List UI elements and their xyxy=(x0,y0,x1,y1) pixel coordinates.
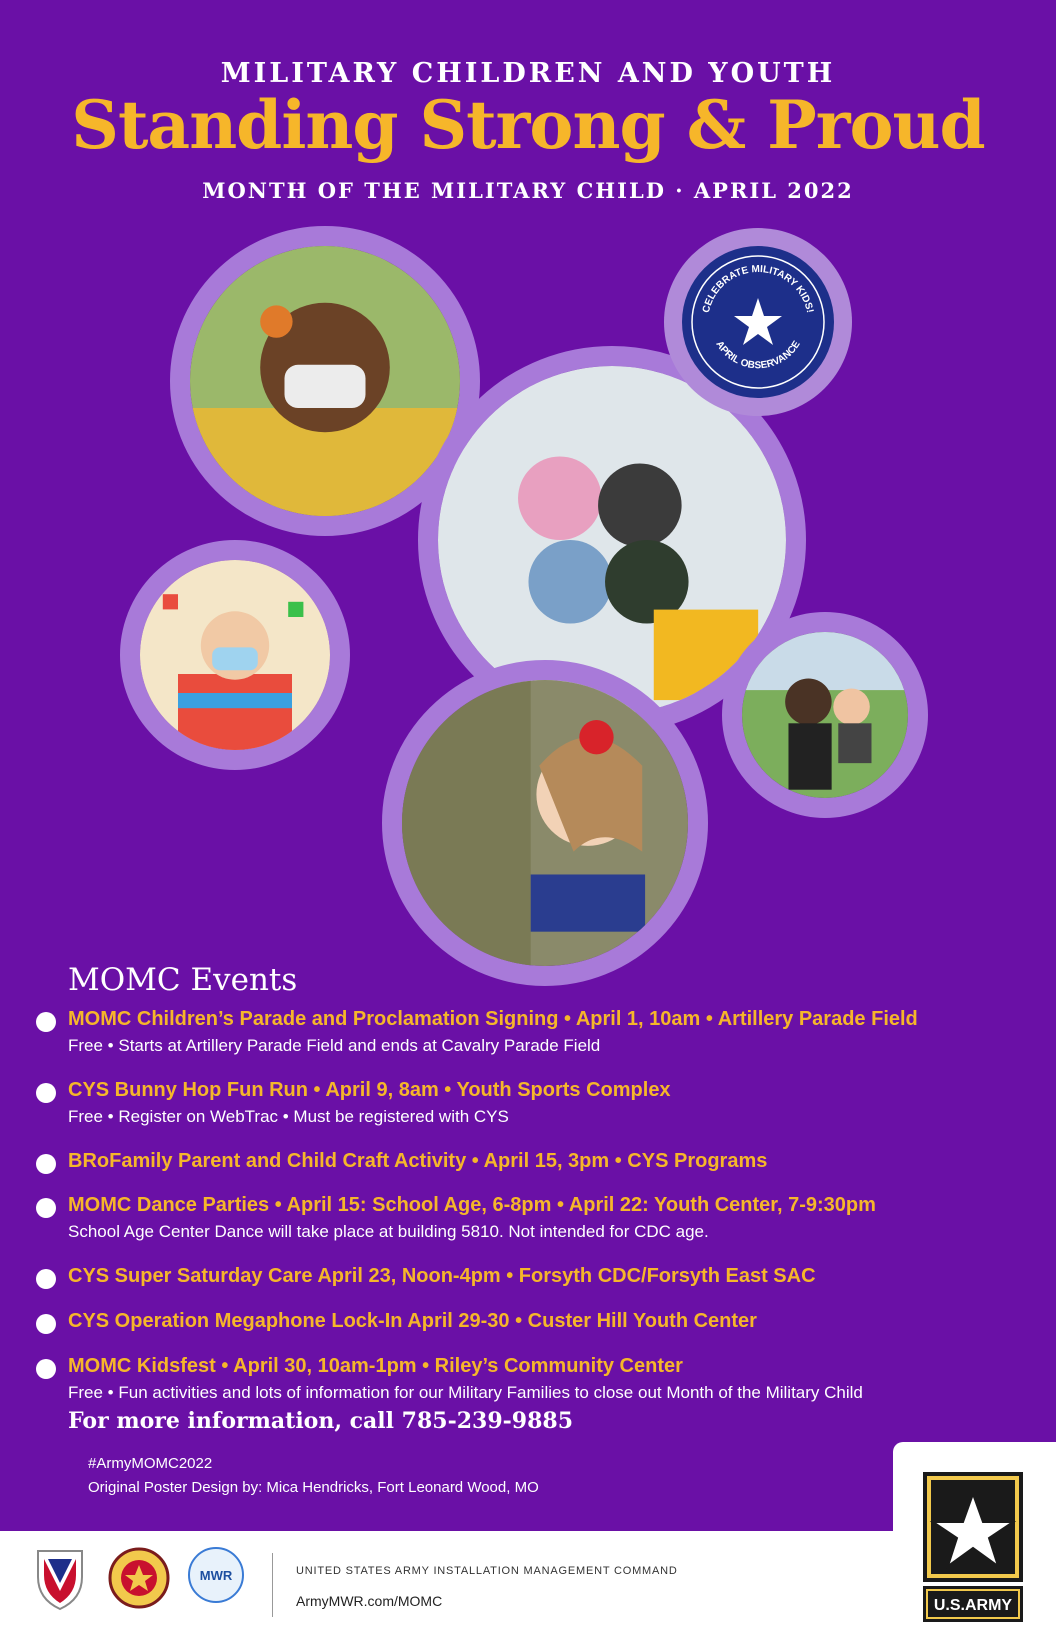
event-title: MOMC Children’s Parade and Proclamation Signing • April 1, 10am • Artillery Parade Field xyxy=(68,1008,918,1030)
army-logo-text: U.S.ARMY xyxy=(933,1597,1013,1614)
mwr-logo-text: MWR xyxy=(199,1568,233,1583)
event-title: BRoFamily Parent and Child Craft Activity • April 15, 3pm • CYS Programs xyxy=(68,1150,768,1172)
event-title: CYS Bunny Hop Fun Run • April 9, 8am • Youth Sports Complex xyxy=(68,1079,671,1101)
bullet-icon xyxy=(36,1314,56,1334)
imcom-name: UNITED STATES ARMY INSTALLATION MANAGEMENT COMMAND xyxy=(296,1565,678,1577)
photo-girl-soldier xyxy=(382,660,708,986)
footer-divider xyxy=(272,1553,273,1617)
design-credit: Original Poster Design by: Mica Hendricks, Fort Leonard Wood, MO xyxy=(88,1479,539,1496)
bullet-icon xyxy=(36,1269,56,1289)
bullet-icon xyxy=(36,1359,56,1379)
poster-headline: Standing Strong & Proud xyxy=(71,86,985,164)
event-title: MOMC Dance Parties • April 15: School Age, 6-8pm • April 22: Youth Center, 7-9:30pm xyxy=(68,1194,876,1216)
events-section-title: MOMC Events xyxy=(68,962,298,998)
event-description: School Age Center Dance will take place at building 5810. Not intended for CDC age. xyxy=(68,1222,709,1241)
event-title: CYS Operation Megaphone Lock-In April 29-30 • Custer Hill Youth Center xyxy=(68,1310,757,1332)
badge-top-text: CELEBRATE MILITARY KIDS! xyxy=(700,263,816,314)
bullet-icon xyxy=(36,1012,56,1032)
event-description: Free • Register on WebTrac • Must be registered with CYS xyxy=(68,1107,509,1126)
photo-mother-baby xyxy=(722,612,928,818)
army-star-logo-icon xyxy=(923,1472,1023,1622)
more-info-phone: For more information, call 785-239-9885 xyxy=(68,1408,574,1434)
mwr-logo xyxy=(188,1547,244,1603)
bullet-icon xyxy=(36,1198,56,1218)
badge-bottom-text: APRIL OBSERVANCE xyxy=(713,339,803,372)
support-emblem-icon xyxy=(108,1547,170,1609)
website-link[interactable]: ArmyMWR.com/MOMC xyxy=(296,1593,443,1609)
event-title: MOMC Kidsfest • April 30, 10am-1pm • Riley’s Community Center xyxy=(68,1355,683,1377)
photo-boy-toys xyxy=(120,540,350,770)
event-description: Free • Starts at Artillery Parade Field and ends at Cavalry Parade Field xyxy=(68,1036,601,1055)
celebrate-military-kids-badge xyxy=(664,228,852,416)
army-logo-panel xyxy=(893,1442,1056,1632)
bullet-icon xyxy=(36,1154,56,1174)
hashtag: #ArmyMOMC2022 xyxy=(88,1455,213,1472)
imcom-shield-icon xyxy=(34,1547,86,1611)
event-title: CYS Super Saturday Care April 23, Noon-4pm • Forsyth CDC/Forsyth East SAC xyxy=(68,1265,816,1287)
event-description: Free • Fun activities and lots of information for our Military Families to close out Month of the Military Child xyxy=(68,1383,863,1402)
bullet-icon xyxy=(36,1083,56,1103)
header-kicker: MILITARY CHILDREN AND YOUTH xyxy=(220,58,836,89)
header-subline: MONTH OF THE MILITARY CHILD · APRIL 2022 xyxy=(202,178,854,203)
